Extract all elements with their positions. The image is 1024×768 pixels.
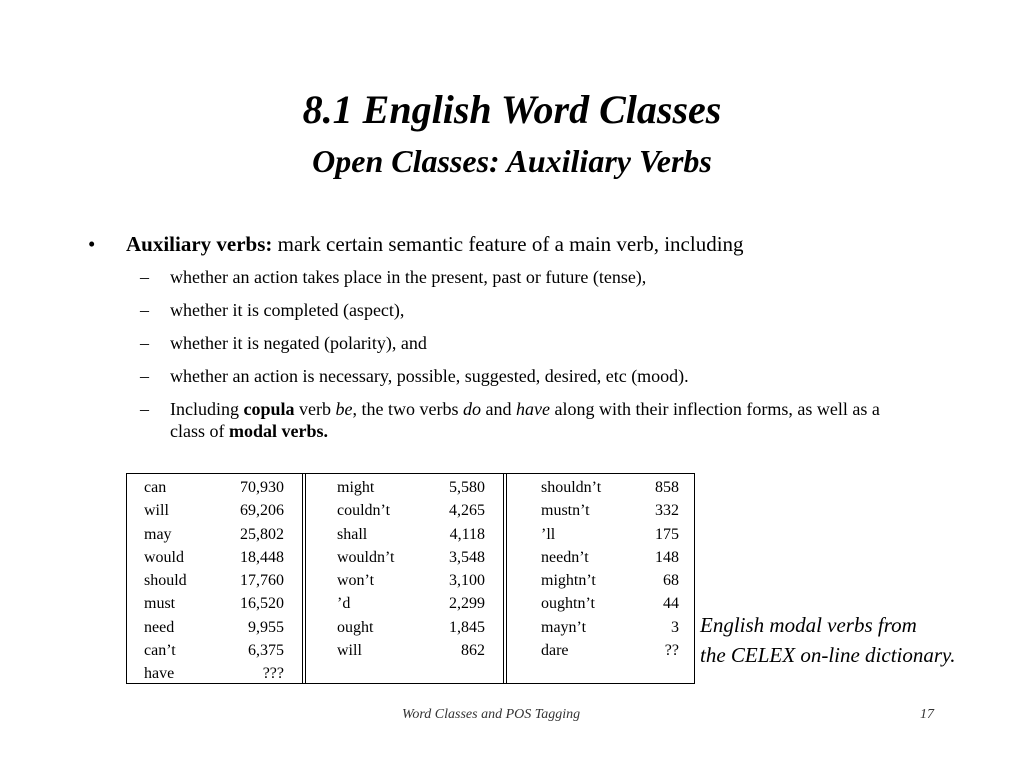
verb-be: be <box>335 399 353 419</box>
subbullet-aspect <box>88 299 890 321</box>
modal-verbs-term: modal verbs. <box>228 421 328 441</box>
verb-word: might <box>337 479 375 496</box>
table-column-1 <box>144 474 284 685</box>
table-row <box>541 476 679 499</box>
verb-count: 17,760 <box>240 572 284 590</box>
verb-word: will <box>144 502 169 520</box>
verb-word: can’t <box>144 642 176 660</box>
subbullet-text: whether an action is necessary, possible, suggested, desired, etc (mood). <box>170 366 689 386</box>
subbullet-text: whether it is negated (polarity), and <box>170 333 427 353</box>
verb-word: shall <box>337 525 368 543</box>
slide-subtitle: Open Classes: Auxiliary Verbs <box>312 143 712 179</box>
column-divider <box>305 474 306 683</box>
verb-count: 25,802 <box>240 525 284 543</box>
table-row <box>541 616 679 639</box>
table-row <box>541 639 679 662</box>
verb-word: ’d <box>337 595 351 613</box>
table-row <box>541 569 679 592</box>
verb-have: have <box>515 399 550 419</box>
modal-verbs-table <box>126 473 695 684</box>
table-row <box>144 662 284 685</box>
verb-count: 3,548 <box>449 548 485 566</box>
bullet-marker: • <box>88 232 96 256</box>
verb-count: 9,955 <box>248 618 284 636</box>
table-row <box>144 569 284 592</box>
column-divider <box>302 474 303 683</box>
verb-count: 4,118 <box>449 525 485 543</box>
subbullet-text: whether an action takes place in the present, past or future (tense), <box>170 267 647 287</box>
table-row <box>541 499 679 522</box>
dash-marker: – <box>140 300 149 320</box>
verb-count: 44 <box>663 595 679 613</box>
table-row <box>144 523 284 546</box>
subbullet-including <box>88 398 890 442</box>
table-row <box>337 569 485 592</box>
text-run: along with their inflection forms, as well as a class of <box>170 399 880 441</box>
subbullet-list <box>88 266 948 442</box>
verb-word: won’t <box>337 572 375 590</box>
verb-count: 69,206 <box>240 502 284 520</box>
dash-marker: – <box>140 333 149 353</box>
verb-word: couldn’t <box>337 502 391 520</box>
table-column-2 <box>337 474 485 685</box>
table-row <box>144 546 284 569</box>
table-row <box>144 499 284 522</box>
verb-word: needn’t <box>541 548 589 566</box>
verb-word: have <box>144 665 175 683</box>
subbullet-polarity <box>88 332 890 354</box>
verb-count: 148 <box>655 548 679 566</box>
table-row <box>144 592 284 615</box>
table-row <box>144 476 284 499</box>
bullet-text: mark certain semantic feature of a main verb, including <box>272 232 744 256</box>
column-divider <box>506 474 507 683</box>
verb-count: ??? <box>262 665 284 683</box>
slide-title: 8.1 English Word Classes <box>302 87 722 132</box>
text-run: Including <box>170 399 244 419</box>
verb-count: 332 <box>655 502 679 520</box>
verb-word: ought <box>337 618 374 636</box>
verb-count: 18,448 <box>240 548 284 566</box>
column-divider <box>503 474 504 683</box>
table-row <box>541 546 679 569</box>
text-run: , the two verbs <box>352 399 463 419</box>
footer-title: Word Classes and POS Tagging <box>402 707 581 722</box>
dash-marker: – <box>140 399 149 419</box>
subbullet-mood <box>88 365 890 387</box>
copula-term: copula <box>243 399 295 419</box>
verb-word: oughtn’t <box>541 595 595 613</box>
verb-word: mayn’t <box>541 618 587 636</box>
table-row <box>337 592 485 615</box>
subbullet-text: whether it is completed (aspect), <box>170 300 405 320</box>
bullet-list <box>88 230 948 453</box>
verb-word: would <box>144 548 184 566</box>
verb-word: mustn’t <box>541 502 590 520</box>
verb-word: need <box>144 618 175 636</box>
verb-word: will <box>337 642 362 660</box>
verb-count: 1,845 <box>449 618 485 636</box>
text-run: verb <box>294 399 336 419</box>
table-row <box>541 523 679 546</box>
verb-word: dare <box>541 642 569 660</box>
verb-word: mightn’t <box>541 572 596 590</box>
table-row <box>337 616 485 639</box>
verb-word: should <box>144 572 187 590</box>
table-row <box>541 592 679 615</box>
verb-word: may <box>144 525 172 543</box>
verb-count: 70,930 <box>240 479 284 496</box>
verb-word: shouldn’t <box>541 479 602 496</box>
verb-count: 3 <box>671 618 679 636</box>
table-row <box>337 546 485 569</box>
dash-marker: – <box>140 267 149 287</box>
verb-count: 68 <box>663 572 679 590</box>
verb-count: 16,520 <box>240 595 284 613</box>
dash-marker: – <box>140 366 149 386</box>
table-row <box>337 523 485 546</box>
subbullet-tense <box>88 266 890 288</box>
table-caption <box>700 610 955 670</box>
table-row <box>144 639 284 662</box>
table-row <box>337 476 485 499</box>
verb-do: do <box>462 399 481 419</box>
caption-line: the CELEX on-line dictionary. <box>700 643 956 667</box>
verb-count: ?? <box>664 642 679 660</box>
table-row <box>144 616 284 639</box>
text-run: and <box>480 399 516 419</box>
verb-word: must <box>144 595 176 613</box>
verb-word: can <box>144 479 167 496</box>
table-row <box>337 639 485 662</box>
verb-word: wouldn’t <box>337 548 395 566</box>
verb-count: 3,100 <box>449 572 485 590</box>
verb-count: 5,580 <box>449 479 485 496</box>
verb-count: 862 <box>461 642 485 660</box>
table-column-3 <box>541 474 679 685</box>
bullet-term: Auxiliary verbs: <box>126 232 273 256</box>
verb-count: 858 <box>655 479 679 496</box>
table-row <box>337 499 485 522</box>
verb-count: 2,299 <box>449 595 485 613</box>
verb-count: 4,265 <box>449 502 485 520</box>
verb-count: 175 <box>655 525 679 543</box>
page-number: 17 <box>920 707 934 722</box>
caption-line: English modal verbs from <box>700 613 917 637</box>
verb-count: 6,375 <box>248 642 284 660</box>
main-bullet <box>88 230 948 258</box>
verb-word: ’ll <box>541 525 556 543</box>
